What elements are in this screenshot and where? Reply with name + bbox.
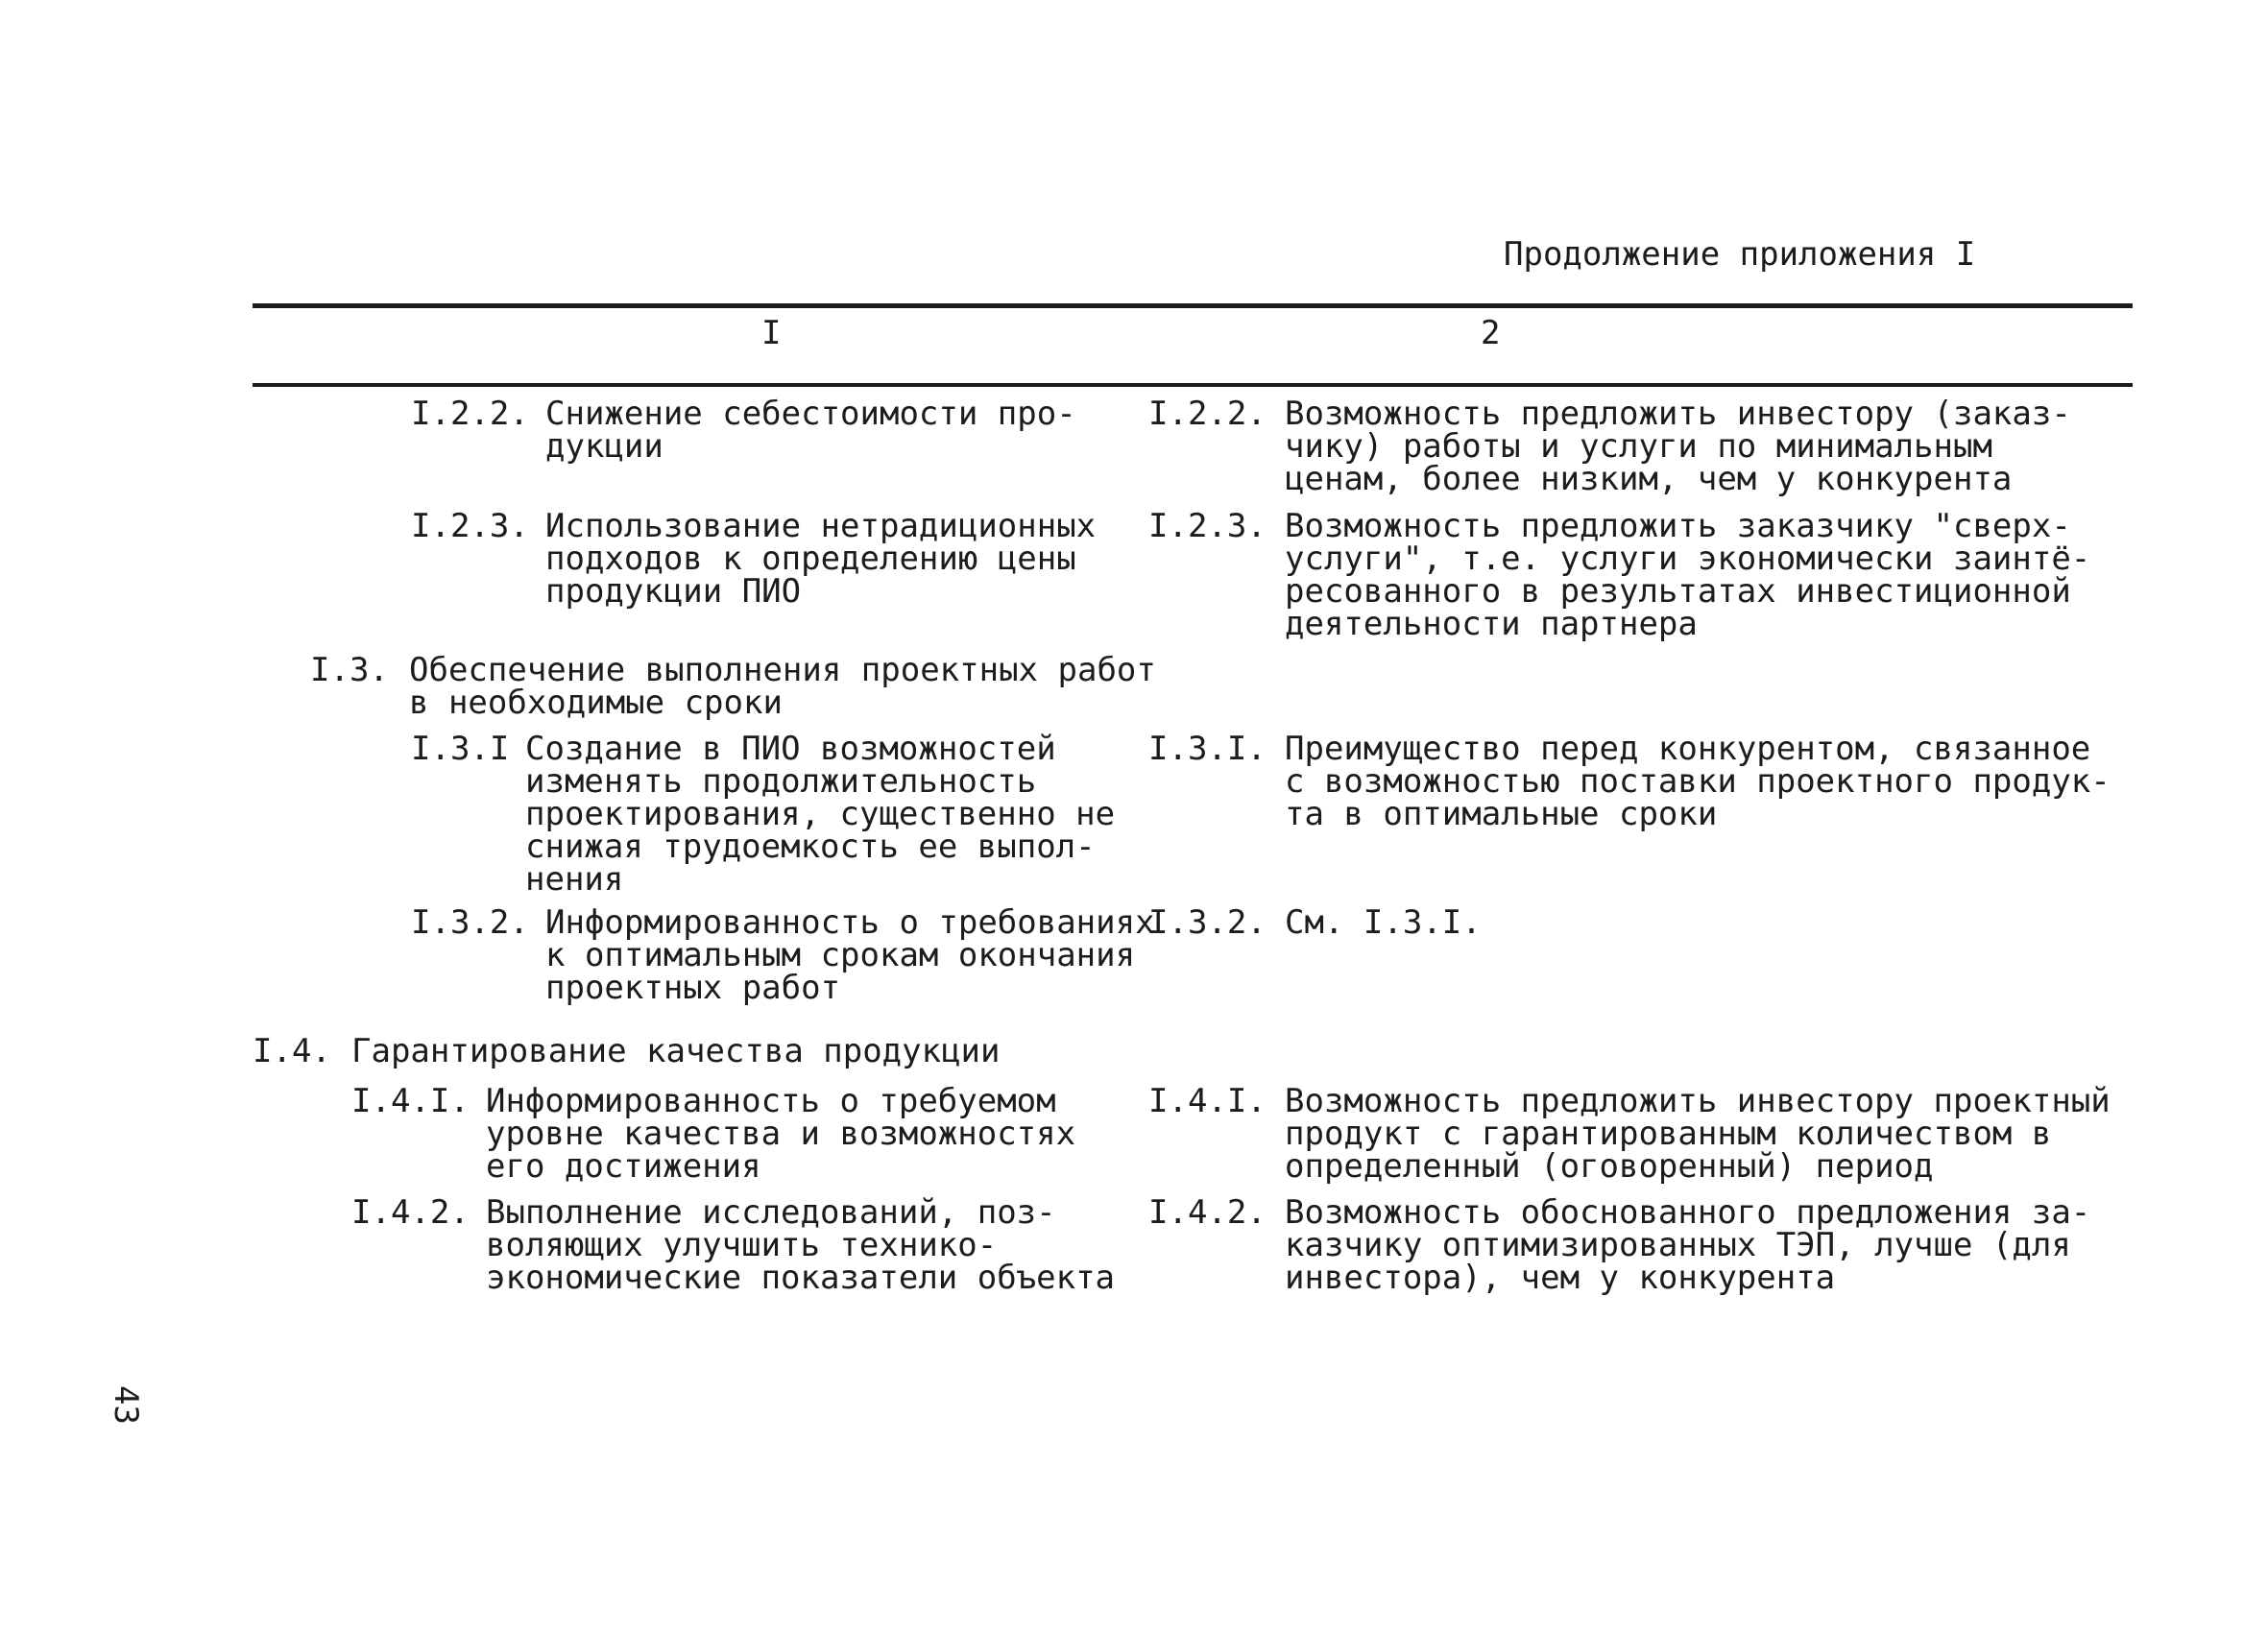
row-c1-number: I.4.2. [351, 1193, 470, 1232]
row-c2-number: I.3.2. [1148, 903, 1267, 942]
text-line: в необходимые сроки [409, 684, 783, 722]
text-line: продукции ПИО [545, 572, 802, 611]
row-c2-number: I.2.2. [1148, 395, 1267, 433]
text-line: Возможность предложить заказчику "сверх- [1285, 507, 2071, 545]
text-line: Возможность предложить инвестору проектный [1285, 1082, 2111, 1120]
text-line: казчику оптимизированных ТЭП, лучше (для [1285, 1226, 2071, 1264]
text-line: проектирования, существенно не [525, 795, 1116, 833]
text-line: его достижения [486, 1147, 761, 1186]
text-line: к оптимальным срокам окончания [545, 936, 1136, 974]
table-header-rule [253, 383, 2133, 387]
section-number: I.3. [310, 651, 389, 689]
text-line: уровне качества и возможностях [486, 1115, 1076, 1153]
continuation-label: Продолжение приложения I [1504, 235, 1976, 274]
table-top-rule [253, 303, 2133, 308]
text-line: деятельности партнера [1285, 605, 1698, 643]
text-line: продукт с гарантированным количеством в [1285, 1115, 2052, 1153]
text-line: Использование нетрадиционных [545, 507, 1097, 545]
text-line: Преимущество перед конкурентом, связанное [1285, 730, 2091, 768]
text-line: Обеспечение выполнения проектных работ [409, 651, 1156, 689]
column-header-2: 2 [1481, 314, 1501, 352]
text-line: чику) работы и услуги по минимальным [1285, 427, 1992, 466]
column-header-1: I [761, 314, 782, 352]
text-line: с возможностью поставки проектного продук- [1285, 762, 2111, 801]
text-line: определенный (оговоренный) период [1285, 1147, 1934, 1186]
text-line: Создание в ПИО возможностей [525, 730, 1056, 768]
section-number: I.4. [253, 1032, 331, 1070]
row-c2-number: I.3.I. [1148, 730, 1267, 768]
text-line: инвестора), чем у конкурента [1285, 1259, 1836, 1297]
text-line: экономические показатели объекта [486, 1259, 1116, 1297]
text-line: услуги", т.е. услуги экономически заинтё- [1285, 540, 2091, 578]
text-line: Возможность обоснованного предложения за- [1285, 1193, 2091, 1232]
text-line: Информированность о требуемом [486, 1082, 1056, 1120]
text-line: ресованного в результатах инвестиционной [1285, 572, 2071, 611]
text-line: дукции [545, 427, 664, 466]
text-line: нения [525, 860, 624, 899]
text-line: ценам, более низким, чем у конкурента [1285, 460, 2013, 498]
text-line: изменять продолжительность [525, 762, 1037, 801]
text-line: Информированность о требованиях [545, 903, 1155, 942]
text-line: снижая трудоемкость ее выпол- [525, 828, 1096, 866]
section-title: Гарантирование качества продукции [351, 1032, 1001, 1070]
row-c2-number: I.2.3. [1148, 507, 1267, 545]
row-c1-number: I.3.2. [411, 903, 529, 942]
text-line: Снижение себестоимости про- [545, 395, 1076, 433]
row-c2-number: I.4.2. [1148, 1193, 1267, 1232]
row-c2-number: I.4.I. [1148, 1082, 1267, 1120]
text-line: проектных работ [545, 969, 841, 1007]
row-c1-number: I.3.I [411, 730, 510, 768]
text-line: См. I.3.I. [1285, 903, 1482, 942]
text-line: Возможность предложить инвестору (заказ- [1285, 395, 2071, 433]
row-c1-number: I.2.2. [411, 395, 529, 433]
text-line: Выполнение исследований, поз- [486, 1193, 1056, 1232]
text-line: та в оптимальные сроки [1285, 795, 1718, 833]
row-c1-number: I.4.I. [351, 1082, 470, 1120]
page-number: 43 [107, 1385, 145, 1425]
text-line: воляющих улучшить технико- [486, 1226, 998, 1264]
row-c1-number: I.2.3. [411, 507, 529, 545]
text-line: подходов к определению цены [545, 540, 1076, 578]
